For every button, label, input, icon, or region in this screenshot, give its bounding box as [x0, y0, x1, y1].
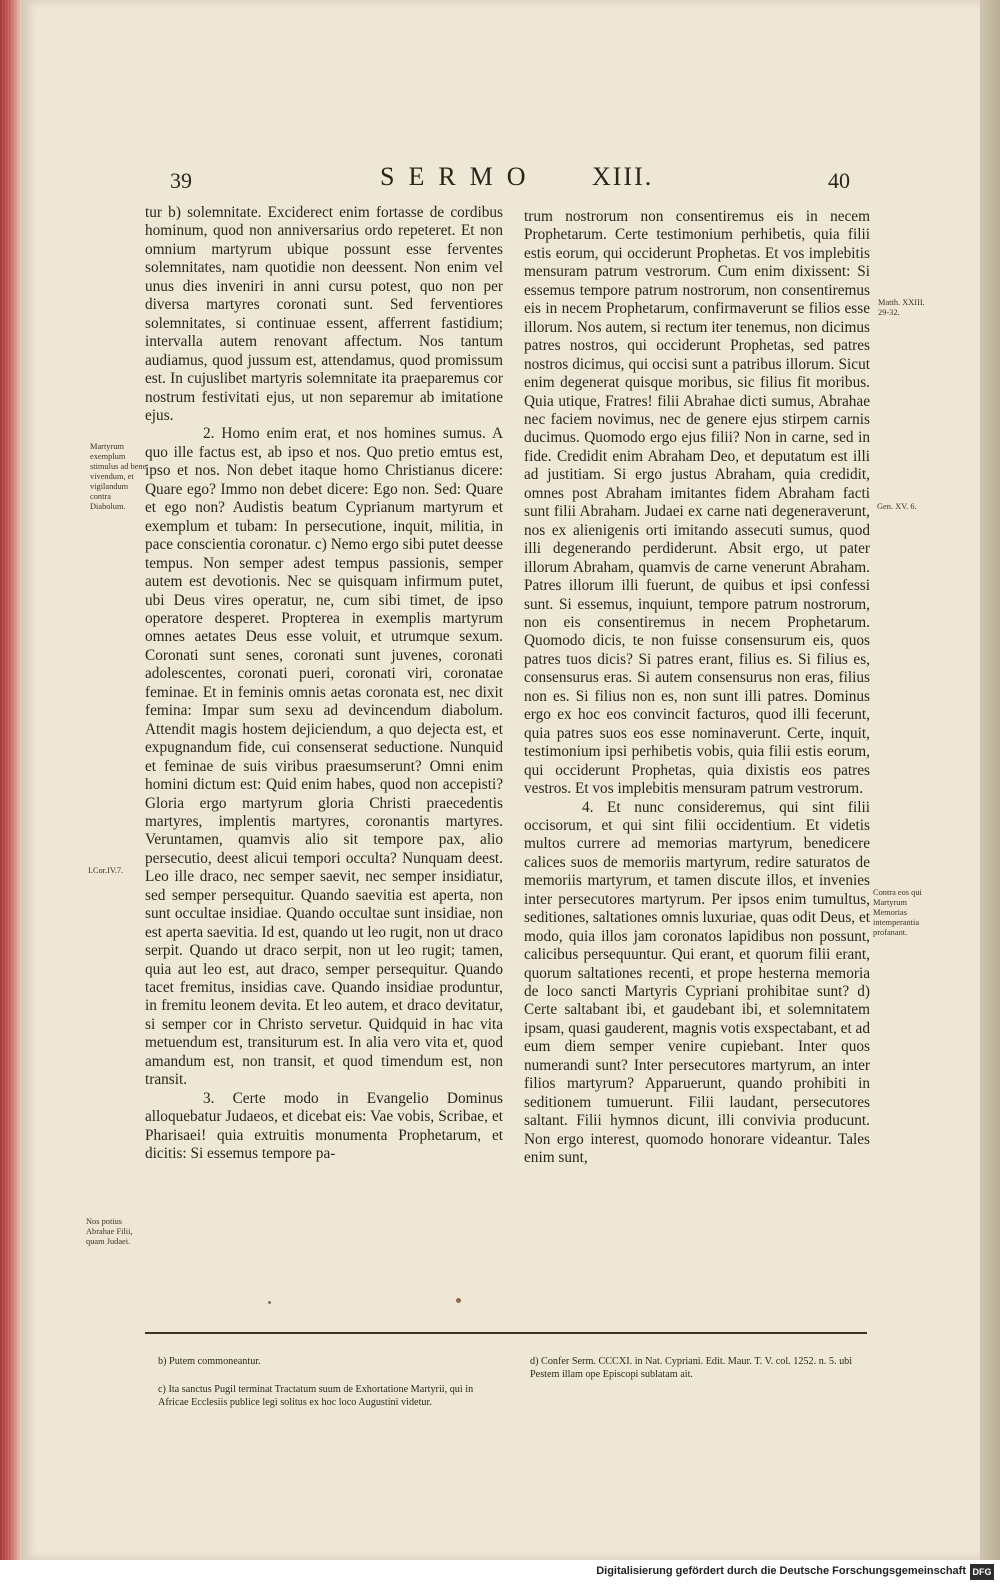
running-header: [0, 160, 1000, 200]
paragraph: tur b) solemnitate. Exciderect enim fortasse de cordibus hominum, quod non anniversarius ordo repeteret. Et non omnium martyrum ubique possunt esse ferventes solemnitates, nam quotidie non deessent. Non enim vel unus dies inveniri in anni cursu potest, quo non per diversa martyres coronati sunt. Sed ferventiores solemnitates, si continuae essent, afferrent fastidium; intervalla autem renovant affectum. Nos tantum audiamus, quod jussum est, attendamus, quod promissum est. In cujuslibet martyris solemnitate ita praeparemus cor nostrum festivitati ejus, ut non separemur ab imitatione ejus.: [145, 204, 503, 424]
page-number-right: 40: [828, 168, 850, 193]
margin-note: I.Cor.IV.7.: [88, 866, 124, 875]
page-edge-lines: [0, 0, 22, 1560]
margin-note: Nos potius Abrahae Filii, quam Judaei.: [86, 1217, 133, 1246]
paragraph: trum nostrorum non consentiremus eis in necem Prophetarum. Certe testimonium perhibetis, quia filii estis eorum, qui occiderunt Prophetas. Et vos implebitis mensuram patrum vestrorum. Cum enim dixissent: Si essemus tempore patrum nostrorum, non consentiremus eis in necem Prophetarum, confirmaverunt se filios esse illorum. Nos autem, si rectum iter tenemus, non dicimus patres nostros, qui occiderunt Prophetas, sed patres nostros dicimus, qui occisi sunt a patribus illorum. Sicut enim degenerat quisque moribus, sic filius fit moribus. Quia utique, Fratres! filii Abrahae dicti sumus, Abrahae nec faciem novimus, nec de genere ejus stirpem carnis ducimus. Quomodo ergo ejus filii? Non in carne, sed in fide. Credidit enim Abraham Deo, et deputatum est illi ad justitiam. Si ergo justus Abraham, quia credidit, omnes post Abraham imitantes fidem Abraham facti sunt filii Abraham. Judaei ex carne nati degeneraverunt, nos ex alienigenis orti imitando assecuti sumus, quod illi degenerando perdiderunt. Absit ergo, ut pater illorum Abraham, quamvis de carne venerunt Abraham. Patres illorum illi fuerunt, de quibus et ipsi confessi sunt. Si essemus, inquiunt, tempore patrum nostrorum, non eis consentiremus in necem Prophetarum. Quomodo dicis, te non fuisse consensurum eis, quos patres tuos dicis? Si patres erant, filius es. Si filius es, consensurus eras. Si autem consensurus non eras, filius non es. Si filius non es, non sunt illi patres. Dominus ergo ex hoc eos convincit facturos, quod illi fecerunt, quia patres suos eos esse nominaverunt. Certe, inquit, testimonium ipsi perhibetis vobis, quia filii estis eorum, qui occiderunt Prophetas, quia dixistis eos patres vestros. Et vos implebitis mensuram patrum vestrorum.: [524, 208, 870, 798]
paragraph: 4. Et nunc consideremus, qui sint filii occisorum, et qui sint filii occidentium. Et videtis multos currere ad memorias martyrum, benedicere calices suos de memoriis martyrum, redire saturatos de memoriis martyrum, et tamen discute illos, et invenies inter persecutores martyrum. Per ipsos enim tumultus, seditiones, saltationes omnis luxuriae, quas odit Deus, et modo, quia illos jam coronatos lapidibus non possunt, calicibus persequuntur. Qui erant, et quorum filii erant, quorum saltationes recenti, et prope hesterna memoria de loco sancti Martyris Cypriani prohibitae sunt? d) Certe saltabant ibi, et gaudebant ibi, et solemnitatem ipsam, quasi gauderent, magnis votis exspectabant, et ad eum diem semper venire cupiebant. Inter quos numerandi sunt? Inter persecutores martyrum, an inter filios martyrum? Apparuerunt, quando prohibiti in seditionem tumuerunt. Filii laudant, persecutores saltant. Filii hymnos dicunt, illi convivia producunt. Non ergo interest, quomodo honorare videantur. Tales enim sunt,: [524, 798, 870, 1167]
ink-spot: [456, 1298, 461, 1303]
footnote-c: c) Ita sanctus Pugil terminat Tractatum suum de Exhortatione Martyrii, qui in Africae Ecclesiis publice legi solitus ex hoc loco Augustini videtur.: [158, 1384, 474, 1408]
margin-note: Martyrum exemplum stimulus ad bene vivendum, et vigilandum contra Diabolum.: [90, 442, 147, 511]
ink-spot: [268, 1301, 271, 1304]
footnote-rule: [145, 1332, 867, 1334]
footnote-b: b) Putem commoneantur.: [158, 1356, 261, 1367]
running-title-number: XIII.: [592, 162, 654, 191]
paragraph: 3. Certe modo in Evangelio Dominus alloquebatur Judaeos, et dicebat eis: Vae vobis, Scribae, et Pharisaei! quia extruitis monumenta Prophetarum, et dicitis: Si essemus tempore pa-: [145, 1089, 503, 1163]
page-number-left: 39: [170, 168, 192, 193]
dfg-logo-icon: DFG: [970, 1564, 994, 1580]
paragraph: 2. Homo enim erat, et nos homines sumus. A quo ille factus est, ab ipso et nos. Quo pretio emtus est, ipso et nos. Non debet itaque homo Christianus dicere: Quare ego? Immo non debet dicere: Ego non. Sed: Quare et ego non? Audistis beatum Cyprianum martyrum et exemplum et tubam: In persecutione, inquit, militia, in pace conscientia coronatur. c) Nemo ergo sibi putet deesse tempus. Non semper adest tempus passionis, semper autem est devotionis. Nec se quisquam infirmum putet, ubi Deus vires operatur, ne, cum sibi timet, de ipso operatore desperet. Propterea in exemplis martyrum omnes aetates Deus esse voluit, et utrumque sexum. Coronati sunt senes, coronati sunt juvenes, coronati adolescentes, coronati pueri, coronati viri, coronatae feminae. Et in feminis omnis aetas coronata est, nec dixit femina: Impar sum sexu ad devincendum diabolum. Attendit magis hostem dejiciendum, a quo dejecta est, et expugnandum fide, cui consenserat seductione. Nunquid et feminae de suis viribus praesumserunt? Omni enim homini dictum est: Quid enim habes, quod non accepisti? Gloria ergo martyrum gloria Christi praecedentis martyres, implentis martyres, coronantis martyres. Veruntamen, quamvis alio sit tempore pax, alio persecutio, deest alicui tempori occulta? Nunquam deest. Leo ille draco, nec semper saevit, nec semper insidiatur, sed semper persequitur. Quando saevitia est aperta, non sunt occultae insidiae. Quando occultae sunt insidiae, non est aperta saevitia. Id est, quando ut leo rugit, non ut draco serpit. Quando ut draco serpit, non ut leo rugit; tamen, quia aut leo est, aut draco, semper persequitur. Quando tacet fremitus, insidias cave. Quando insidiae produntur, in fremitu leonem devita. Et leo autem, et draco devitatur, si semper cor in Christo servetur. Quidquid in hac vita metuendum est, transiturum est. In alia vero vita et, quod amandum est, non transit, et quod timendum est, non transit.: [145, 425, 503, 1089]
running-title: SERMO: [380, 162, 540, 191]
text-column-right: [524, 208, 870, 1168]
text-column-left: [145, 204, 503, 1164]
margin-note: Contra eos qui Martyrum Memorias intemperantia profanant.: [873, 888, 922, 937]
footnote-d: d) Confer Serm. CCCXI. in Nat. Cypriani. Edit. Maur. T. V. col. 1252. n. 5. ubi Pestem illam ope Episcopi sublatam ait.: [530, 1356, 853, 1380]
footer-credit: Digitalisierung gefördert durch die Deutsche Forschungsgemeinschaft: [596, 1565, 966, 1577]
margin-note: Matth. XXIII. 29-32.: [878, 298, 925, 317]
page-edge-right: [980, 0, 1000, 1560]
margin-note: Gen. XV. 6.: [877, 502, 917, 511]
